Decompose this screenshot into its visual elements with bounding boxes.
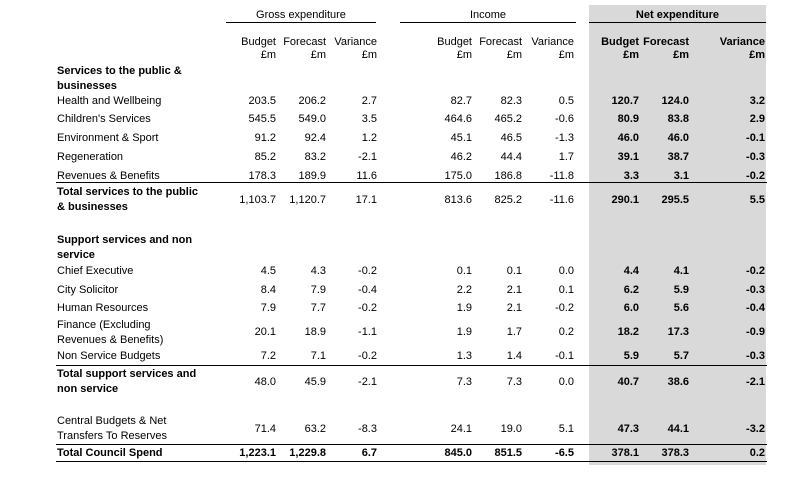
table-cell: 0.0 [558,376,574,388]
table-cell: 91.2 [254,132,276,144]
table-cell: 38.7 [667,151,689,163]
table-cell: 5.5 [749,194,765,206]
table-cell: -0.3 [746,350,765,362]
table-cell: 46.0 [667,132,689,144]
section-heading: Services to the public & [57,65,182,77]
table-cell: -6.5 [555,447,574,459]
table-cell: -0.3 [746,151,765,163]
table-cell: -0.3 [746,284,765,296]
table-cell: 3.1 [673,170,689,182]
column-header-label: Forecast [283,36,326,48]
table-cell: 71.4 [254,423,276,435]
table-cell: 175.0 [444,170,472,182]
table-cell: 813.6 [444,194,472,206]
table-cell: 825.2 [494,194,522,206]
table-cell: 545.5 [248,113,276,125]
table-cell: 3.3 [623,170,639,182]
table-cell: 124.0 [661,95,689,107]
table-cell: 6.7 [361,447,377,459]
section-heading: service [57,249,95,261]
total-rule [56,182,767,183]
row-label: Central Budgets & Net [57,415,167,427]
net-expenditure-shading [589,5,766,465]
section-heading: businesses [57,80,117,92]
table-cell: 2.9 [749,113,765,125]
table-cell: 5.7 [673,350,689,362]
table-cell: 1.4 [506,350,522,362]
table-cell: 7.3 [506,376,522,388]
table-cell: 38.6 [667,376,689,388]
row-label: Environment & Sport [57,132,159,144]
table-cell: 290.1 [611,194,639,206]
table-cell: -0.6 [555,113,574,125]
table-cell: 1,223.1 [239,447,276,459]
table-cell: 46.0 [617,132,639,144]
table-cell: 20.1 [254,326,276,338]
table-cell: 7.2 [260,350,276,362]
table-cell: 1.9 [456,302,472,314]
column-header-unit: £m [260,49,276,61]
total-label: non service [57,383,119,395]
table-cell: -3.2 [746,423,765,435]
table-cell: 82.3 [500,95,522,107]
group-header-income: Income [469,9,507,21]
table-cell: 5.6 [673,302,689,314]
table-cell: -0.2 [358,302,377,314]
table-cell: 47.3 [617,423,639,435]
row-label: City Solicitor [57,284,119,296]
table-cell: 19.0 [500,423,522,435]
column-header-unit: £m [558,49,574,61]
table-cell: 4.4 [623,265,639,277]
table-cell: 7.9 [310,284,326,296]
row-label: Regeneration [57,151,124,163]
table-cell: 189.9 [298,170,326,182]
table-cell: 63.2 [304,423,326,435]
table-cell: 46.5 [500,132,522,144]
table-cell: -0.9 [746,326,765,338]
grand-total-label: Total Council Spend [57,447,163,459]
table-cell: 3.2 [749,95,765,107]
column-header-unit: £m [673,49,689,61]
table-cell: -11.8 [549,170,574,182]
table-cell: -1.3 [555,132,574,144]
column-header-unit: £m [506,49,522,61]
table-cell: 1,103.7 [239,194,276,206]
table-cell: 6.0 [623,302,639,314]
table-cell: -0.4 [358,284,377,296]
table-cell: 464.6 [444,113,472,125]
column-header-label: Variance [334,36,377,48]
column-header-unit: £m [310,49,326,61]
table-cell: 82.7 [450,95,472,107]
column-header-label: Forecast [479,36,522,48]
table-cell: -0.1 [746,132,765,144]
group-header-net: Net expenditure [635,9,720,21]
grand-total-rule-bottom [56,461,767,462]
column-header-unit: £m [456,49,472,61]
total-label: Total support services and [57,368,197,380]
table-cell: 17.1 [355,194,377,206]
table-cell: 5.1 [558,423,574,435]
table-cell: 18.2 [617,326,639,338]
table-cell: 83.8 [667,113,689,125]
table-cell: -2.1 [358,376,377,388]
table-cell: 0.1 [506,265,522,277]
row-label: Revenues & Benefits) [57,334,164,346]
table-cell: 549.0 [298,113,326,125]
table-cell: 1.3 [456,350,472,362]
table-cell: 295.5 [661,194,689,206]
table-cell: 120.7 [611,95,639,107]
table-cell: -0.2 [358,265,377,277]
table-cell: 186.8 [494,170,522,182]
table-cell: 0.2 [749,447,765,459]
table-cell: 7.7 [310,302,326,314]
table-cell: 0.1 [558,284,574,296]
table-cell: 0.5 [558,95,574,107]
table-cell: 8.4 [260,284,276,296]
table-cell: 2.2 [456,284,472,296]
table-cell: 7.1 [310,350,326,362]
table-cell: 7.3 [456,376,472,388]
table-cell: 0.1 [456,265,472,277]
grand-total-rule-top [56,444,767,445]
table-cell: -11.6 [549,194,574,206]
table-cell: 178.3 [248,170,276,182]
group-underline-income [400,22,576,23]
table-cell: 5.9 [673,284,689,296]
table-cell: 7.9 [260,302,276,314]
column-header-label: Variance [531,36,574,48]
row-label: Finance (Excluding [57,319,151,331]
table-cell: 851.5 [494,447,522,459]
column-header-label: Variance [719,36,765,48]
row-label: Revenues & Benefits [57,170,160,182]
table-cell: 80.9 [617,113,639,125]
table-cell: -2.1 [358,151,377,163]
table-cell: 2.1 [506,284,522,296]
table-cell: 206.2 [298,95,326,107]
table-cell: -2.1 [746,376,765,388]
column-header-unit: £m [623,49,639,61]
table-cell: 1.9 [456,326,472,338]
group-underline-net [589,22,766,23]
table-cell: 46.2 [450,151,472,163]
table-cell: 2.7 [361,95,377,107]
table-cell: 48.0 [254,376,276,388]
table-cell: 11.6 [356,170,377,182]
total-rule [56,365,767,366]
table-cell: 24.1 [450,423,472,435]
table-cell: -1.1 [358,326,377,338]
table-cell: 3.5 [361,113,377,125]
group-underline-gross [226,22,376,23]
table-cell: -0.4 [746,302,765,314]
table-cell: 45.9 [304,376,326,388]
table-cell: 45.1 [450,132,472,144]
table-cell: 4.1 [673,265,689,277]
table-cell: 83.2 [304,151,326,163]
table-cell: 378.1 [611,447,639,459]
table-cell: 845.0 [444,447,472,459]
column-header-unit: £m [361,49,377,61]
table-cell: 1,120.7 [289,194,326,206]
table-cell: 40.7 [617,376,639,388]
table-cell: -8.3 [358,423,377,435]
table-cell: 5.9 [623,350,639,362]
row-label: Health and Wellbeing [57,95,162,107]
column-header-label: Budget [241,36,276,48]
row-label: Chief Executive [57,265,134,277]
row-label: Children's Services [57,113,151,125]
table-cell: 4.3 [310,265,326,277]
column-header-label: Forecast [643,36,689,48]
table-cell: 378.3 [661,447,689,459]
table-cell: 18.9 [304,326,326,338]
table-cell: -0.1 [555,350,574,362]
section-heading: Support services and non [57,234,193,246]
table-cell: 17.3 [667,326,689,338]
table-cell: 203.5 [248,95,276,107]
table-cell: -0.2 [746,170,765,182]
column-header-label: Budget [601,36,639,48]
table-cell: 92.4 [304,132,326,144]
table-cell: 1.7 [506,326,522,338]
row-label: Non Service Budgets [57,350,161,362]
table-cell: 465.2 [494,113,522,125]
group-header-gross: Gross expenditure [256,9,346,21]
table-cell: 44.4 [500,151,522,163]
table-cell: 39.1 [617,151,639,163]
table-cell: -0.2 [555,302,574,314]
column-header-unit: £m [749,49,765,61]
table-cell: 85.2 [254,151,276,163]
column-header-label: Budget [437,36,472,48]
total-label: & businesses [57,201,128,213]
table-cell: 1.7 [558,151,574,163]
table-cell: 0.0 [558,265,574,277]
table-cell: 1.2 [361,132,377,144]
table-cell: -0.2 [358,350,377,362]
table-cell: -0.2 [746,265,765,277]
table-cell: 2.1 [506,302,522,314]
table-cell: 44.1 [667,423,689,435]
table-cell: 6.2 [623,284,639,296]
table-cell: 1,229.8 [289,447,326,459]
table-cell: 0.2 [558,326,574,338]
row-label: Human Resources [57,302,149,314]
table-cell: 4.5 [260,265,276,277]
row-label: Transfers To Reserves [57,430,168,442]
total-label: Total services to the public [57,186,198,198]
